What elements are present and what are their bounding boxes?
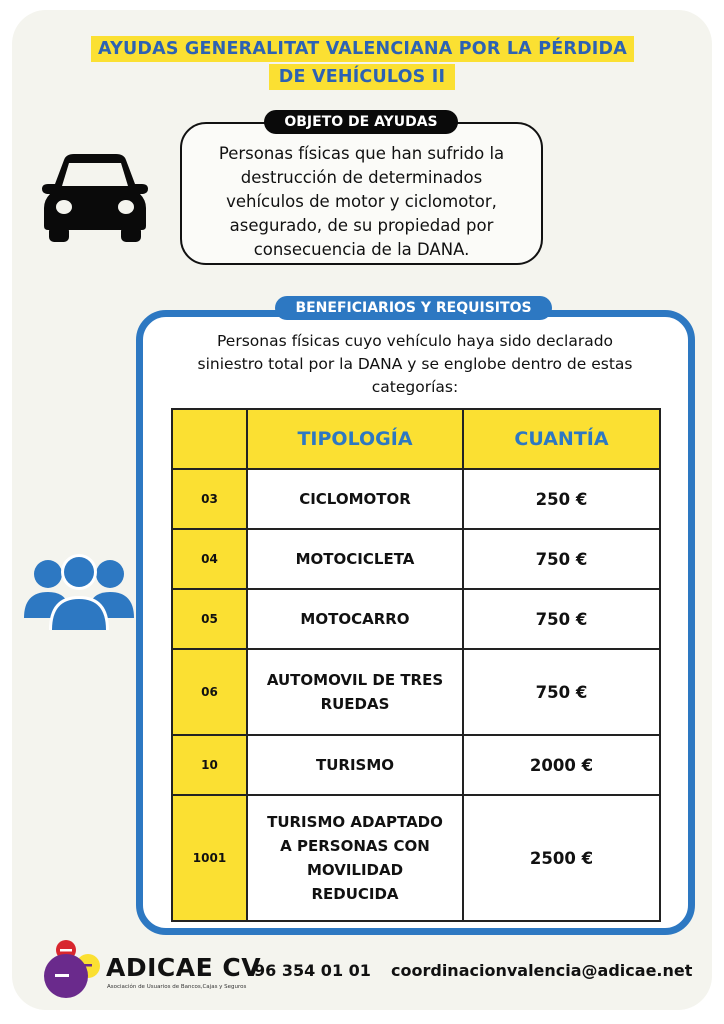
beneficiarios-description <box>150 330 680 399</box>
table-row <box>172 529 660 589</box>
tipologia-line: MOTOCICLETA <box>295 550 415 568</box>
categories-table <box>171 408 661 922</box>
row-cuantia: 2000 € <box>463 735 660 795</box>
table-header-code <box>172 409 247 469</box>
row-code: 04 <box>172 529 247 589</box>
row-code: 1001 <box>172 795 247 921</box>
tipologia-line: MOTOCARRO <box>300 610 410 628</box>
tipologia-line: AUTOMOVIL DE TRES <box>266 671 444 689</box>
row-tipologia <box>247 649 463 735</box>
table-header-tipologia: TIPOLOGÍA <box>247 409 463 469</box>
logo-subtitle: Asociación de Usuarios de Bancos,Cajas y Seguros <box>107 984 247 990</box>
contact-email[interactable]: coordinacionvalencia@adicae.net <box>391 961 693 980</box>
objeto-line: Personas físicas que han sufrido la <box>218 144 505 163</box>
objeto-line: consecuencia de la DANA. <box>253 240 470 259</box>
table-row <box>172 735 660 795</box>
tipologia-line: A PERSONAS CON <box>280 837 430 855</box>
row-tipologia <box>247 469 463 529</box>
objeto-box <box>180 122 543 265</box>
row-cuantia: 250 € <box>463 469 660 529</box>
beneficiarios-line: categorías: <box>371 378 459 396</box>
tipologia-line: MOVILIDAD <box>306 861 404 879</box>
people-icon <box>24 550 134 632</box>
page-title-line-1: AYUDAS GENERALITAT VALENCIANA POR LA PÉRDIDA <box>91 36 634 62</box>
car-icon <box>36 152 154 244</box>
objeto-line: asegurado, de su propiedad por <box>229 216 494 235</box>
table-row <box>172 589 660 649</box>
beneficiarios-line: siniestro total por la DANA y se englobe dentro de estas <box>197 355 633 373</box>
logo-name: ADICAE CV <box>106 953 262 982</box>
beneficiarios-heading: BENEFICIARIOS Y REQUISITOS <box>275 296 552 320</box>
tipologia-line: CICLOMOTOR <box>299 490 411 508</box>
page-title-line-2: DE VEHÍCULOS II <box>269 64 455 90</box>
tipologia-line: REDUCIDA <box>311 885 399 903</box>
row-code: 06 <box>172 649 247 735</box>
row-cuantia: 750 € <box>463 589 660 649</box>
objeto-line: destrucción de determinados <box>240 168 483 187</box>
table-header-row <box>172 409 660 469</box>
table-row <box>172 469 660 529</box>
row-tipologia <box>247 795 463 921</box>
contact-phone[interactable]: 96 354 01 01 <box>254 961 371 980</box>
objeto-description <box>182 142 541 262</box>
row-tipologia <box>247 529 463 589</box>
row-code: 05 <box>172 589 247 649</box>
objeto-heading: OBJETO DE AYUDAS <box>264 110 458 134</box>
row-tipologia <box>247 735 463 795</box>
tipologia-line: TURISMO <box>315 756 395 774</box>
row-cuantia: 750 € <box>463 649 660 735</box>
table-row <box>172 795 660 921</box>
adicae-logo-icon <box>40 938 106 1002</box>
row-code: 10 <box>172 735 247 795</box>
table-row <box>172 649 660 735</box>
beneficiarios-line: Personas físicas cuyo vehículo haya sido declarado <box>216 332 614 350</box>
row-cuantia: 750 € <box>463 529 660 589</box>
tipologia-line: TURISMO ADAPTADO <box>267 813 443 831</box>
row-cuantia: 2500 € <box>463 795 660 921</box>
table-header-cuantia: CUANTÍA <box>463 409 660 469</box>
objeto-line: vehículos de motor y ciclomotor, <box>226 192 497 211</box>
row-code: 03 <box>172 469 247 529</box>
row-tipologia <box>247 589 463 649</box>
tipologia-line: RUEDAS <box>320 695 390 713</box>
